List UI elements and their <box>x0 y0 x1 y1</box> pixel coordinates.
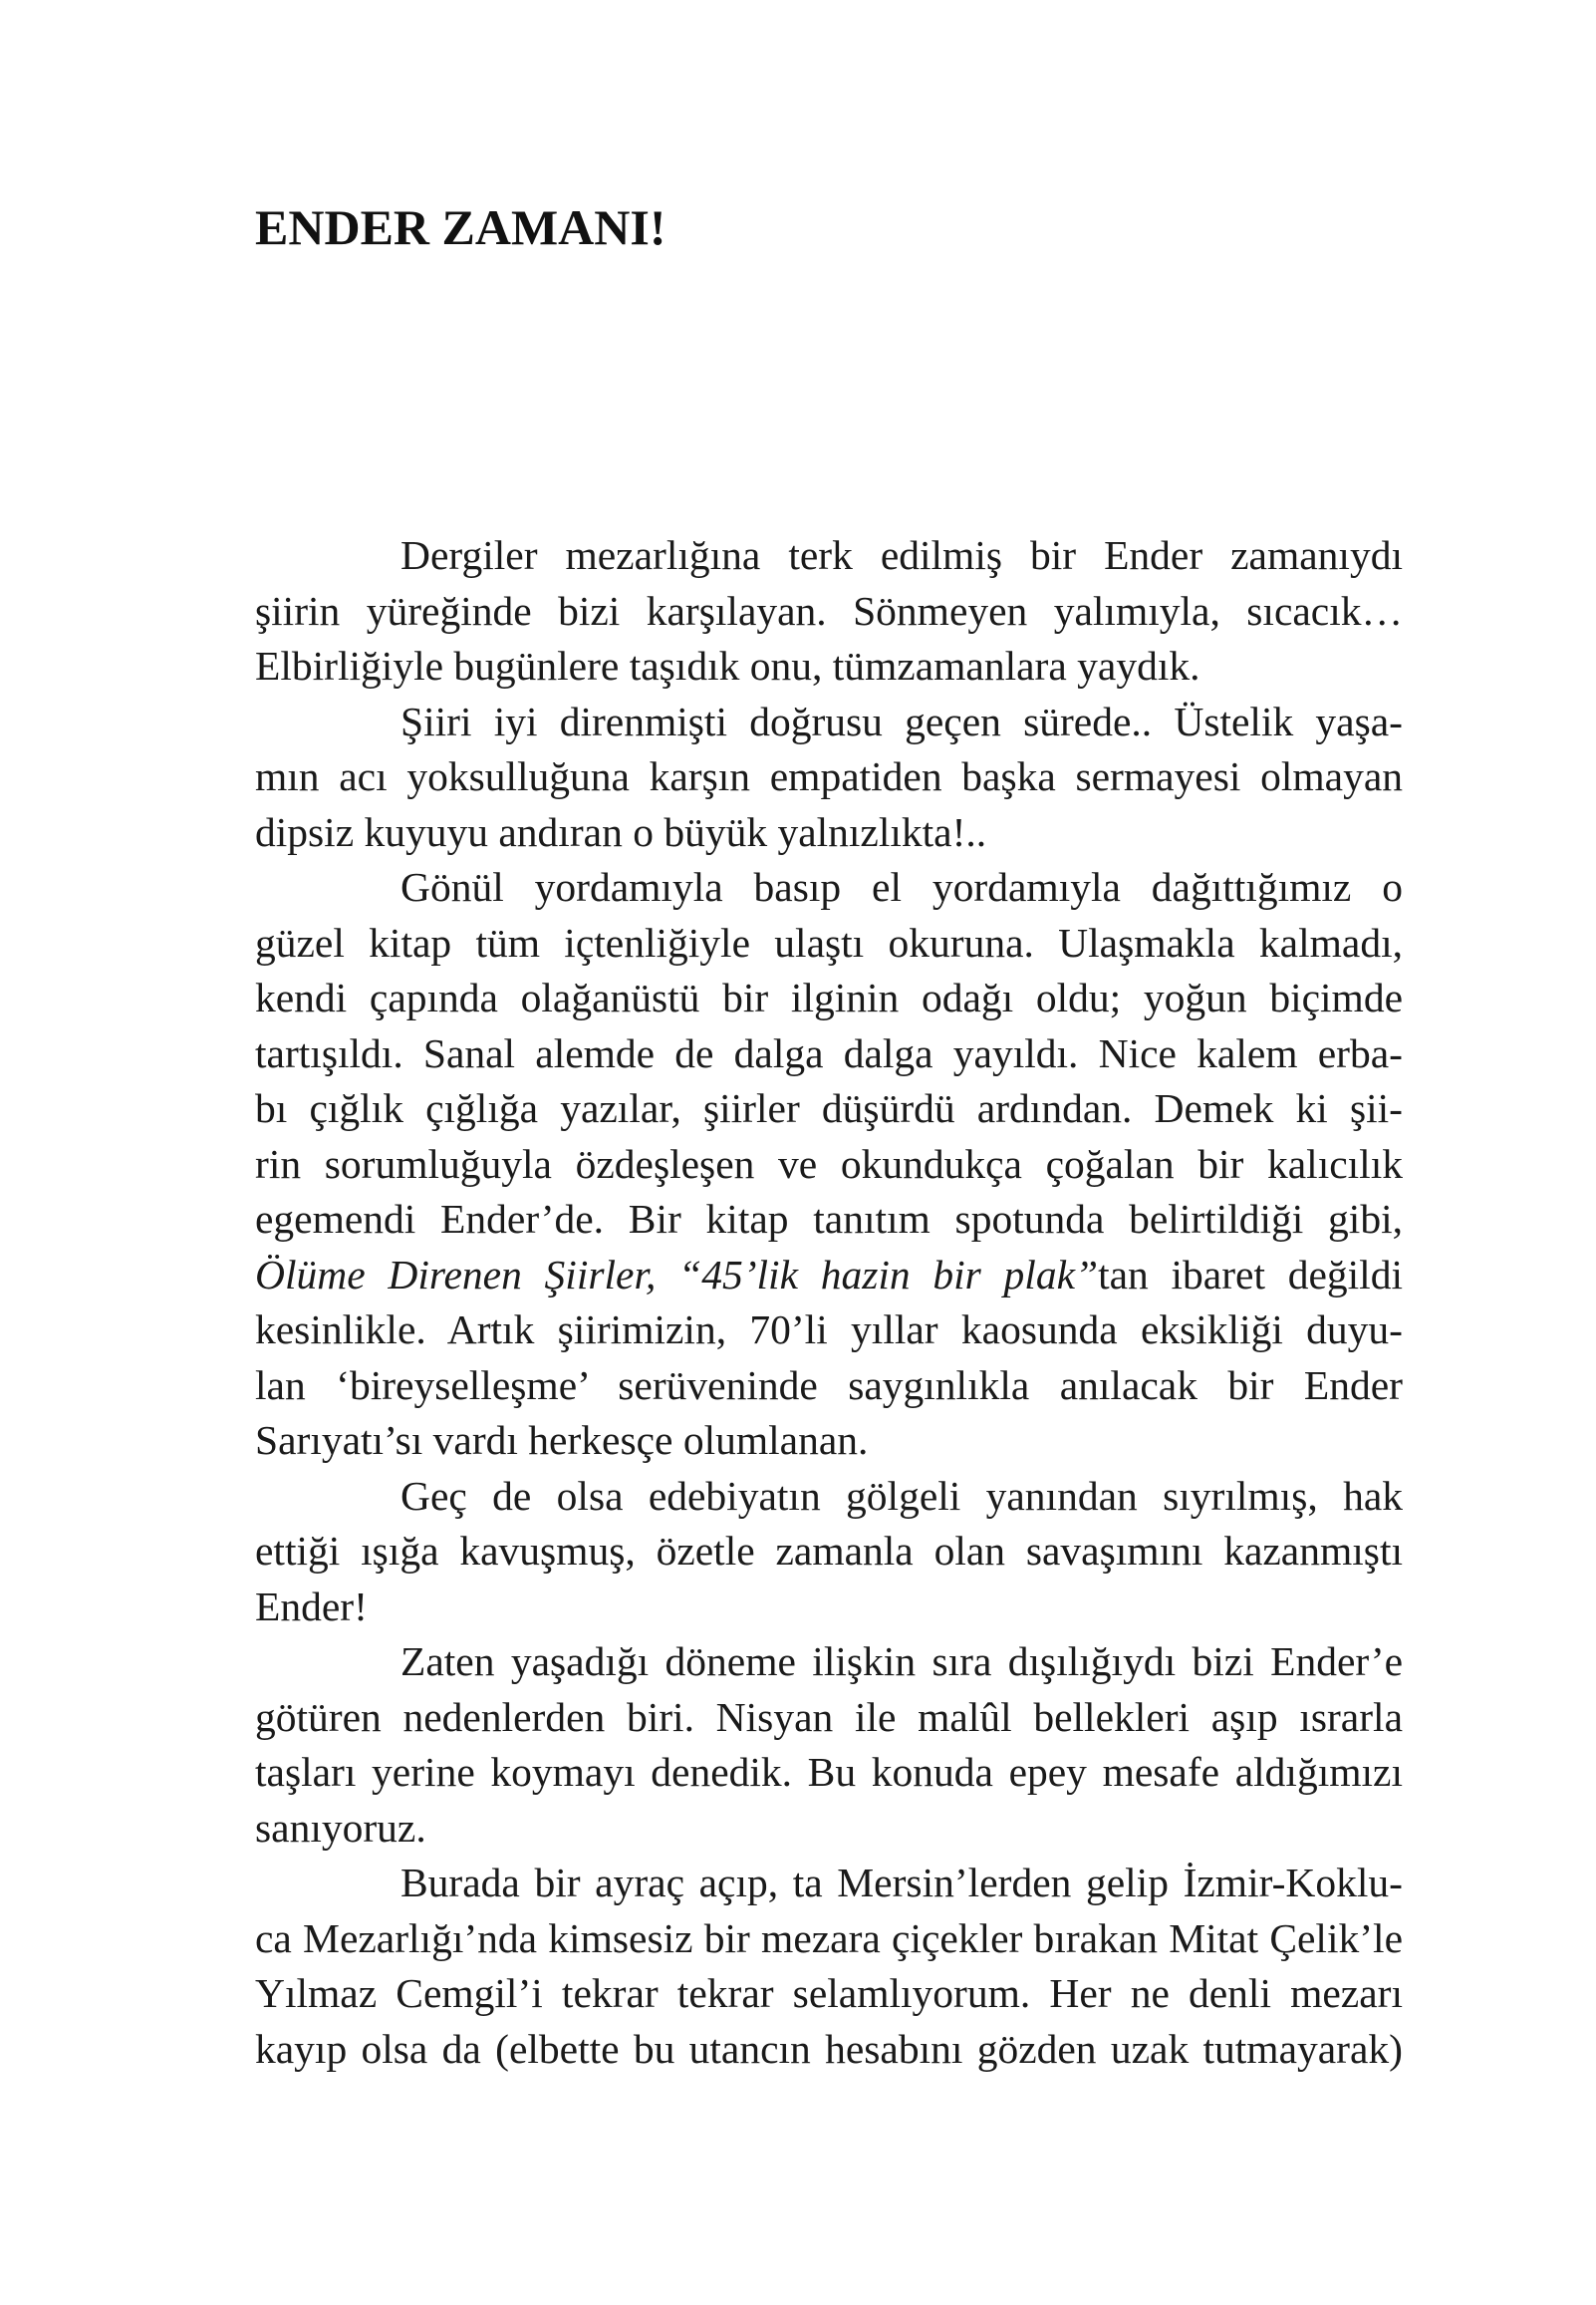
text-line: Geç de olsa edebiyatın gölgeli yanından sıyrılmış, hak <box>400 1472 1403 1519</box>
paragraph-6 <box>255 1856 1403 2077</box>
text-line: Elbirliğiyle bugünlere taşıdık onu, tümzamanlara yaydık. <box>255 643 1200 689</box>
text-line: kayıp olsa da (elbette bu utancın hesabını gözden uzak tutmayarak) <box>255 2025 1403 2072</box>
text-line: Ender! <box>255 1583 368 1629</box>
paragraph-3 <box>255 860 1403 1469</box>
text-line: taşları yerine koymayı denedik. Bu konuda epey mesafe aldığımızı <box>255 1749 1403 1795</box>
text-line: kendi çapında olağanüstü bir ilginin odağı oldu; yoğun biçimde <box>255 975 1403 1020</box>
text-line: ca Mezarlığı’nda kimsesiz bir mezara çiçekler bırakan Mitat Çelik’le <box>255 1914 1403 1961</box>
text-line: götüren nedenlerden biri. Nisyan ile malûl bellekleri aşıp ısrarla <box>255 1693 1403 1740</box>
paragraph-2 <box>255 695 1403 861</box>
text-line: tartışıldı. Sanal alemde de dalga dalga yayıldı. Nice kalem erba- <box>255 1029 1403 1076</box>
text-line: lan ‘bireyselleşme’ serüveninde saygınlıkla anılacak bir Ender <box>255 1361 1403 1408</box>
paragraph-5 <box>255 1634 1403 1856</box>
text-line: mın acı yoksulluğuna karşın empatiden başka sermayesi olmayan <box>255 753 1403 799</box>
text-line: Şiiri iyi direnmişti doğrusu geçen sürede.. Üstelik yaşa- <box>400 698 1403 744</box>
text-line: bı çığlık çığlığa yazılar, şiirler düşürdü ardından. Demek ki şii- <box>255 1085 1403 1131</box>
text-line: şiirin yüreğinde bizi karşılayan. Sönmeyen yalımıyla, sıcacık… <box>255 587 1403 634</box>
body-text <box>255 528 1403 2077</box>
text-line: Yılmaz Cemgil’i tekrar tekrar selamlıyorum. Her ne denli mezarı <box>255 1970 1403 2016</box>
text-line: kesinlikle. Artık şiirimizin, 70’li yıllar kaosunda eksikliği duyu- <box>255 1306 1403 1352</box>
text-line: dipsiz kuyuyu andıran o büyük yalnızlıkta!.. <box>255 808 987 855</box>
text-line-rest: tan ibaret değildi <box>1098 1251 1403 1297</box>
text-line: Burada bir ayraç açıp, ta Mersin’lerden gelip İzmir-Koklu- <box>400 1860 1403 1905</box>
paragraph-4 <box>255 1469 1403 1635</box>
text-line: egemendi Ender’de. Bir kitap tanıtım spotunda belirtildiği gibi, <box>255 1196 1403 1242</box>
text-line: sanıyoruz. <box>255 1804 426 1851</box>
text-line: ettiği ışığa kavuşmuş, özetle zamanla olan savaşımını kazanmıştı <box>255 1528 1403 1574</box>
chapter-title: ENDER ZAMANI! <box>255 199 666 255</box>
text-line: Zaten yaşadığı döneme ilişkin sıra dışılığıydı bizi Ender’e <box>400 1638 1403 1684</box>
text-line: güzel kitap tüm içtenliğiyle ulaştı okuruna. Ulaşmakla kalmadı, <box>255 919 1403 966</box>
text-line: Gönül yordamıyla basıp el yordamıyla dağıttığımız o <box>400 864 1403 910</box>
text-line: Dergiler mezarlığına terk edilmiş bir Ender zamanıydı <box>400 532 1403 578</box>
text-line: Sarıyatı’sı vardı herkesçe olumlanan. <box>255 1417 869 1463</box>
paragraph-1 <box>255 528 1403 695</box>
text-line: rin sorumluğuyla özdeşleşen ve okundukça çoğalan bir kalıcılık <box>255 1140 1403 1187</box>
text-line-with-italic <box>255 1248 1403 1303</box>
book-title-italic: Ölüme Direnen Şiirler, “45’lik hazin bir plak” <box>255 1251 1099 1297</box>
